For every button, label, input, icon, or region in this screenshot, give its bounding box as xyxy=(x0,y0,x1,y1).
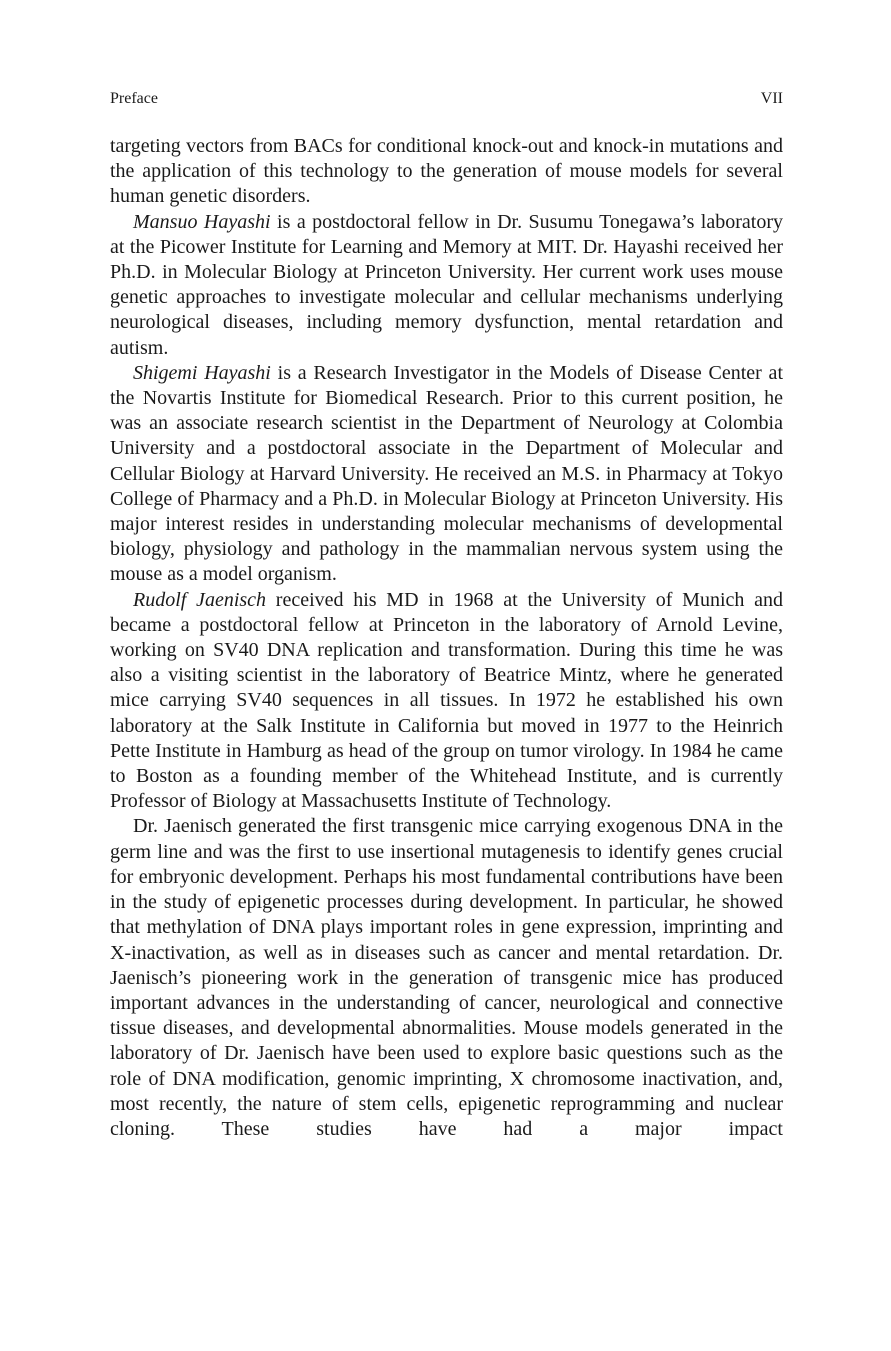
paragraph-text: received his MD in 1968 at the University of Munich and became a postdoctoral fellow at Princeton in the laboratory of Arnold Levine, working on SV40 DNA replication and transformation. During this time he was also a visiting scientist in the laboratory of Beatrice Mintz, where he generated mice carrying SV40 sequences in all tissues. In 1972 he established his own laboratory at the Salk Institute in California but moved in 1977 to the Heinrich Pette Institute in Hamburg as head of the group on tumor virology. In 1984 he came to Boston as a founding member of the Whitehead Institute, and is currently Professor of Biology at Massachusetts Institute of Technology. xyxy=(110,588,783,813)
paragraph-text: targeting vectors from BACs for conditional knock-out and knock-in mutations and the application of this technology to the generation of mouse models for several human genetic disorders. xyxy=(110,135,783,208)
paragraph-continued xyxy=(110,134,783,210)
paragraph-jaenisch-work xyxy=(110,814,783,1142)
paragraph-text: is a postdoctoral fellow in Dr. Susumu Tonegawa’s laboratory at the Picower Institute for Learning and Memory at MIT. Dr. Hayashi received her Ph.D. in Molecular Biology at Princeton University. Her current work uses mouse genetic approaches to investigate molecular and cellular mechanisms underlying neurological diseases, including memory dysfunction, mental retardation and autism. xyxy=(110,210,783,359)
section-title: Preface xyxy=(110,90,158,107)
paragraph-text: Dr. Jaenisch generated the first transgenic mice carrying exogenous DNA in the germ line and was the first to use insertional mutagenesis to identify genes crucial for embryonic development. Perhaps his most fundamental contributions have been in the study of epigenetic processes during development. In particular, he showed that methylation of DNA plays important roles in gene expression, imprinting and X-inactivation, as well as in diseases such as cancer and mental retardation. Dr. Jaenisch’s pioneering work in the generation of transgenic mice has produced important advances in the understanding of cancer, neurological and connective tissue diseases, and developmental abnormalities. Mouse models generated in the laboratory of Dr. Jaenisch have been used to explore basic questions such as the role of DNA modification, genomic imprinting, X chromosome inactivation, and, most recently, the nature of stem cells, epigenetic reprogramming and nuclear cloning. These studies have had a major impact xyxy=(110,815,783,1140)
contributor-name: Rudolf Jaenisch xyxy=(133,588,267,611)
page xyxy=(110,88,783,1142)
paragraph-shigemi-hayashi xyxy=(110,361,783,588)
body-text xyxy=(110,134,783,1142)
contributor-name: Mansuo Hayashi xyxy=(133,210,271,233)
contributor-name: Shigemi Hayashi xyxy=(133,361,271,384)
running-head xyxy=(110,88,783,110)
paragraph-rudolf-jaenisch xyxy=(110,588,783,815)
paragraph-text: is a Research Investigator in the Models of Disease Center at the Novartis Institute for Biomedical Research. Prior to this current position, he was an associate research scientist in the Department of Neurology at Colombia University and a postdoctoral associate in the Department of Molecular and Cellular Biology at Harvard University. He received an M.S. in Pharmacy at Tokyo College of Pharmacy and a Ph.D. in Molecular Biology at Princeton University. His major interest resides in understanding molecular mechanisms of developmental biology, physiology and pathology in the mammalian nervous system using the mouse as a model organism. xyxy=(110,361,783,586)
page-number: VII xyxy=(760,90,783,107)
paragraph-mansuo-hayashi xyxy=(110,210,783,361)
